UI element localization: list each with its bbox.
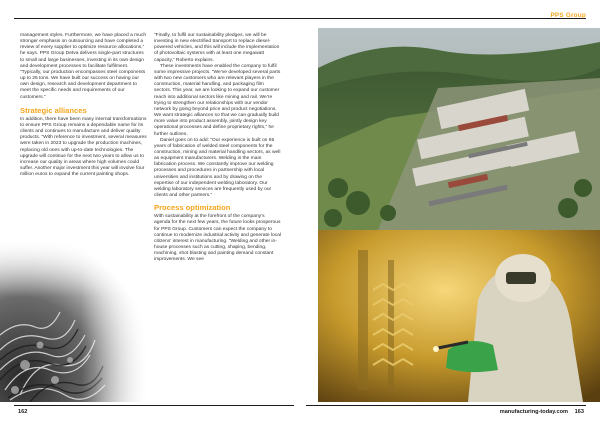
footer-rule-right <box>306 405 586 406</box>
paragraph: Daniel goes on to add: “Our experience is built on 65 years of fabrication of welded steel components for the construction, mining and material handling sectors, as well as equipment manufacturers. Welding is the main fabrication process. We constantly improve our welding processes and procedures in partnership with local universities and institutions and by drawing on the expertise of our independent welding laboratory. Our welding laboratory services are frequently used by our clients and other partners.” <box>154 137 281 199</box>
brand-logo-text: PPS Group <box>550 12 586 19</box>
header-rule <box>14 18 586 19</box>
left-text-column <box>20 33 147 178</box>
paragraph: management styles. Furthermore, we have placed a much stronger emphasis on outsourcing and have completed a review of every supplier to optimize resource allocations,” he says. PPS Group Detva delivers single-part structures to small and large businesses, investing in its own design and development processes to facilitate fulfilment. “Typically, our production encompasses steel components up to 25 tons. We have built our success on having our own design, research and development department to meet the specific needs and requirements of our customers.” <box>20 33 147 100</box>
subheading-strategic-alliances: Strategic alliances <box>20 105 87 115</box>
page-number-left: 162 <box>18 409 28 415</box>
paragraph: In addition, there have been many internal transformations to ensure PPS Group remains a dependable name for its clients and continues to manufacture and deliver quality products. “With reference to investment, several measures were taken in 2023 to upgrade the production machines, replacing old ones with up-to-date technologies. The upgrade will continue for the next two years to allow us to increase our quality in areas where high volumes could suffer. Another major investment this year will involve four million euros to expand the current painting shops. <box>20 116 147 178</box>
steel-coil-photo <box>0 240 148 402</box>
website-url: manufacturing-today.com <box>499 409 568 415</box>
paragraph: With sustainability at the forefront of the company’s agenda for the next few years, the future looks prosperous for PPS Group. Customers can expect the company to continue to modernize industrial activity and generate local citizens’ interest in manufacturing. “Welding and other in-house processes such as cutting, shaping, bending, machining, shot blasting and painting demand constant improvements. We see <box>154 214 281 263</box>
paragraph: These investments have enabled the company to fulfil some impressive projects. “We’ve developed several parts with two new customers who are relevant players in the construction, material handling, and packaging film sectors. This year, we are looking to expand our customer reach into additional sectors like mining and rail. We’re trying to strengthen our relationships with our vendor network by going beyond price and product negotiations. We want strategic alliances so that we can gradually build more value into product assembly, jointly design key operational processes and define proprietary rights,” he further outlines. <box>154 63 281 137</box>
footer-rule-left <box>14 405 294 406</box>
page-number-right: 163 <box>574 409 584 415</box>
subheading-process-optimization: Process optimization <box>154 203 231 213</box>
middle-text-column <box>154 33 281 263</box>
aerial-factory-photo <box>318 28 600 230</box>
welder-photo <box>318 230 600 402</box>
paragraph: “Finally, to fulfil our sustainability pledges, we will be investing in new electrified transport to replace diesel-powered vehicles, and this will include the implementation of photovoltaic systems with at least one megawatt capacity,” Roberto explains. <box>154 33 280 63</box>
